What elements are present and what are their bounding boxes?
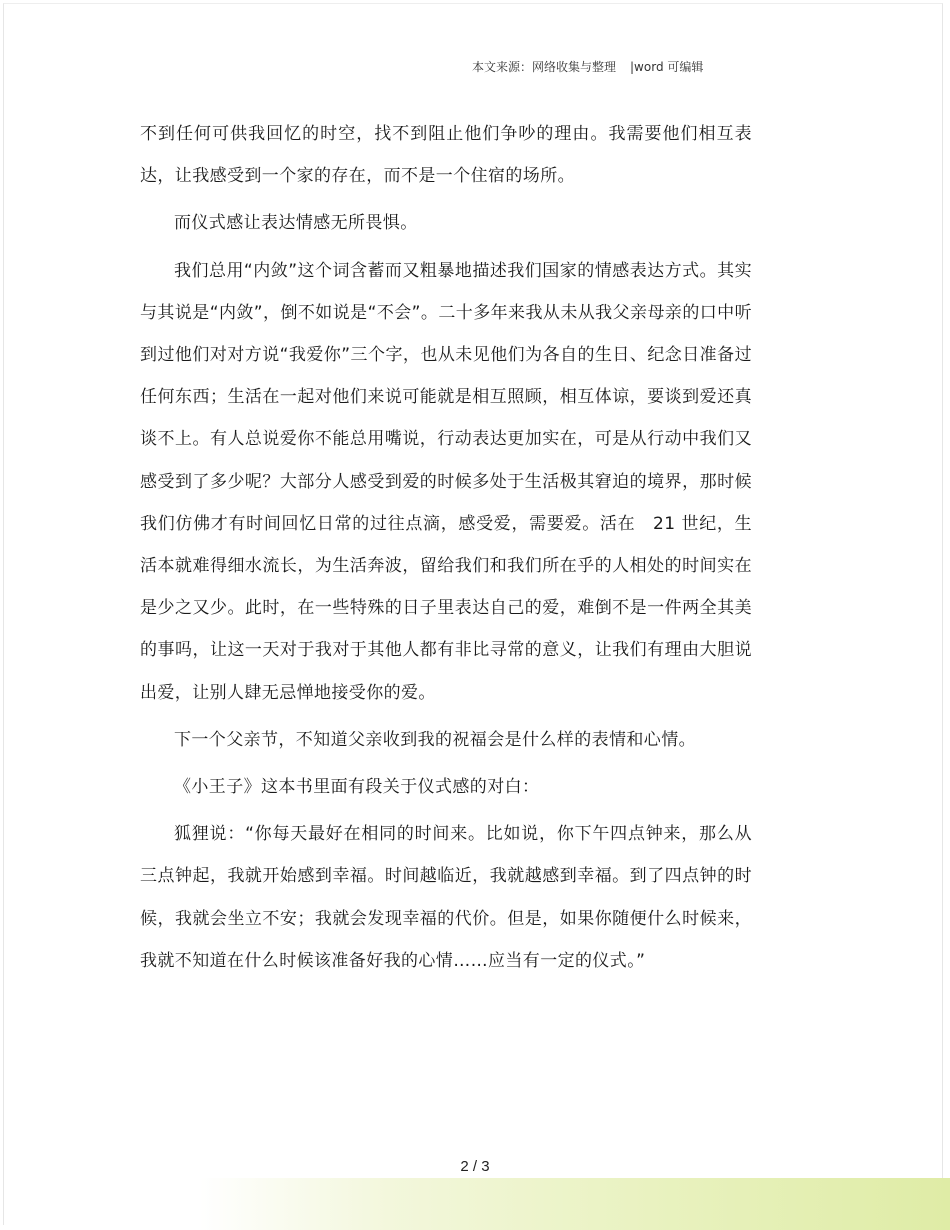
paragraph: 下一个父亲节，不知道父亲收到我的祝福会是什么样的表情和心情。: [174, 729, 696, 750]
source-note: 本文来源：网络收集与整理: [472, 60, 617, 74]
paragraph: 不到任何可供我回忆的时空，找不到阻止他们争吵的理由。我需要他们相互表达，让我感受到一个家的存在，而不是一个住宿的场所。: [140, 124, 752, 187]
editable-note: |word 可编辑: [630, 60, 704, 74]
paragraph: 《小王子》这本书里面有段关于仪式感的对白：: [174, 777, 540, 798]
page-header: [472, 58, 703, 75]
page-number: 2 / 3: [460, 1158, 490, 1175]
footer-decoration: [200, 1178, 950, 1230]
paragraph: 狐狸说：“你每天最好在相同的时间来。比如说，你下午四点钟来，那么从三点钟起，我就开始感到幸福。时间越临近，我就越感到幸福。到了四点钟的时候，我就会坐立不安；我就会发现幸福的代价。但是，如果你随便什么时候来，我就不知道在什么时候该准备好我的心情……应当有一定的仪式。”: [140, 824, 752, 971]
document-body: [140, 113, 752, 987]
paragraph: 而仪式感让表达情感无所畏惧。: [174, 213, 418, 234]
paragraph: 我们总用“内敛”这个词含蓄而又粗暴地描述我们国家的情感表达方式。其实与其说是“内敛”，倒不如说是“不会”。二十多年来我从未从我父亲母亲的口中听到过他们对对方说“我爱你”三个字，也从未见他们为各自的生日、纪念日准备过任何东西；生活在一起对他们来说可能就是相互照顾，相互体谅，要谈到爱还真谈不上。有人总说爱你不能总用嘴说，行动表达更加实在，可是从行动中我们又感受到了多少呢？大部分人感受到爱的时候多处于生活极其窘迫的境界，那时候我们仿佛才有时间回忆日常的过往点滴，感受爱，需要爱。活在 21 世纪，生活本就难得细水流长，为生活奔波，留给我们和我们所在乎的人相处的时间实在是少之又少。此时，在一些特殊的日子里表达自己的爱，难倒不是一件两全其美的事吗，让这一天对于我对于其他人都有非比寻常的意义，让我们有理由大胆说出爱，让别人肆无忌惮地接受你的爱。: [140, 260, 752, 703]
